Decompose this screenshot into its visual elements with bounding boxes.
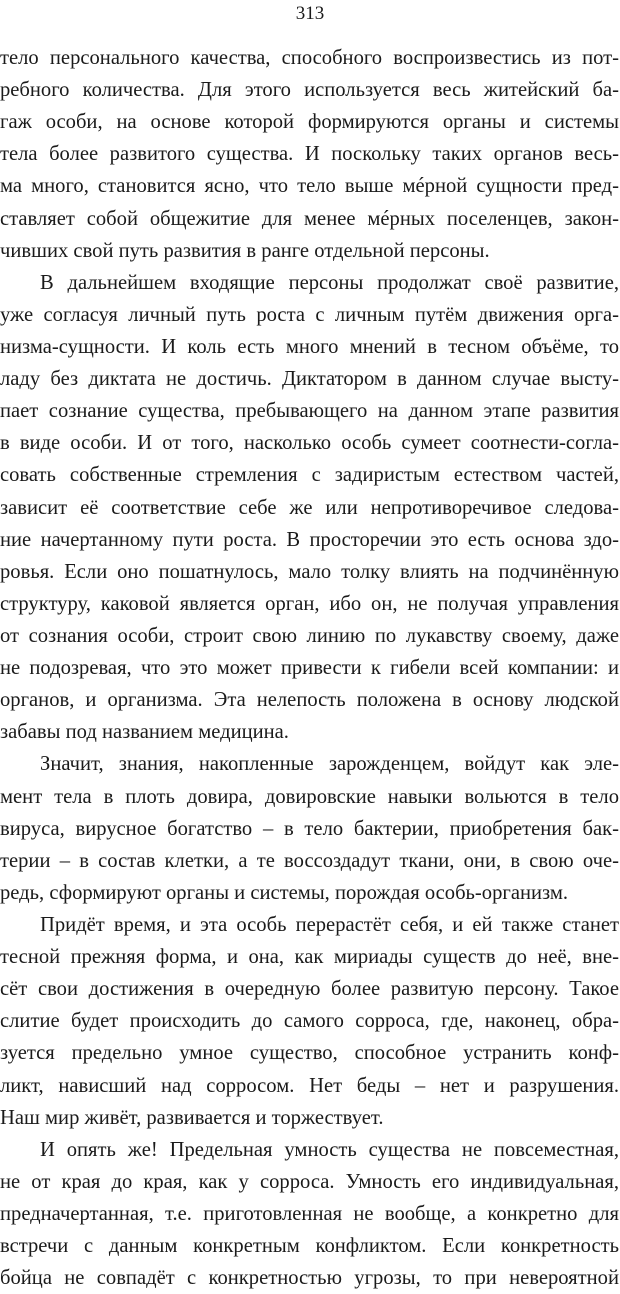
text-line: сёт свои достижения в очередную более развитую персону. Такое xyxy=(0,978,619,1001)
page-number: 313 xyxy=(295,3,325,24)
text-line: И опять же! Предельная умность существа не повсеместная, xyxy=(40,1138,619,1161)
text-line: ребного количества. Для этого используется весь житейский ба- xyxy=(0,79,619,102)
text-line: редь, сформируют органы и системы, порождая особь-организм. xyxy=(0,881,569,904)
text-line: тела более развитого существа. И поскольку таких органов весь- xyxy=(0,143,619,166)
text-line: слитие будет происходить до самого сорроса, где, наконец, обра- xyxy=(0,1010,619,1033)
text-line: предначертанная, т.е. приготовленная не вообще, а конкретно для xyxy=(0,1202,619,1225)
text-line: совать собственные стремления с задиристым естеством частей, xyxy=(0,464,619,487)
text-line: ма много, становится ясно, что тело выше мéрной сущности пред- xyxy=(0,175,619,198)
text-line: ровья. Если оно пошатнулось, мало толку влиять на подчинённую xyxy=(0,560,619,583)
text-line: ставляет собой общежитие для менее мéрных поселенцев, закон- xyxy=(0,207,619,230)
text-line: тесной прежняя форма, и она, как мириады существ до неё, вне- xyxy=(0,946,619,969)
text-line: чивших свой путь развития в ранге отдельной персоны. xyxy=(0,239,490,262)
text-line: вируса, вирусное богатство – в тело бактерии, приобретения бак- xyxy=(0,817,619,840)
text-line: Придёт время, и эта особь перерастёт себя, и ей также станет xyxy=(40,913,619,936)
text-line: ние начертанному пути роста. В просторечии это есть основа здо- xyxy=(0,528,619,551)
text-line: встречи с данным конкретным конфликтом. Если конкретность xyxy=(0,1235,619,1258)
text-line: В дальнейшем входящие персоны продолжат своё развитие, xyxy=(40,271,619,294)
text-line: не от края до края, как у сорроса. Умность его индивидуальная, xyxy=(0,1170,619,1193)
text-line: низма-сущности. И коль есть много мнений в тесном объёме, то xyxy=(0,335,619,358)
text-line: Наш мир живёт, развивается и торжествует. xyxy=(0,1106,384,1129)
text-line: ладу без диктата не достичь. Диктатором в данном случае высту- xyxy=(0,368,619,391)
text-line: структуру, каковой является орган, ибо он, не получая управления xyxy=(0,592,619,615)
text-line: зуется предельно умное существо, способное устранить конф- xyxy=(0,1042,619,1065)
body-text xyxy=(0,42,619,1294)
text-line: Значит, знания, накопленные зарожденцем, войдут как эле- xyxy=(40,753,619,776)
text-line: ликт, нависший над сорросом. Нет беды – нет и разрушения. xyxy=(0,1074,619,1097)
text-line: забавы под названием медицина. xyxy=(0,721,289,744)
text-line: органов, и организма. Эта нелепость положена в основу людской xyxy=(0,689,619,712)
text-line: от сознания особи, строит свою линию по лукавству своему, даже xyxy=(0,624,619,647)
text-line: не подозревая, что это может привести к гибели всей компании: и xyxy=(0,657,619,680)
text-line: пает сознание существа, пребывающего на данном этапе развития xyxy=(0,400,619,423)
text-line: уже согласуя личный путь роста с личным путём движения орга- xyxy=(0,303,619,326)
text-line: терии – в состав клетки, а те воссоздадут ткани, они, в свою оче- xyxy=(0,849,619,872)
text-line: бойца не совпадёт с конкретностью угрозы, то при невероятной xyxy=(0,1267,619,1290)
text-line: зависит её соответствие себе же или непротиворечивое следова- xyxy=(0,496,619,519)
text-line: гаж особи, на основе которой формируются органы и системы xyxy=(0,111,619,134)
text-line: тело персонального качества, способного воспроизвестись из пот- xyxy=(0,47,619,69)
text-line: мент тела в плоть довира, довировские навыки вольются в тело xyxy=(0,785,619,808)
text-line: в виде особи. И от того, насколько особь сумеет соотнести-согла- xyxy=(0,432,619,455)
